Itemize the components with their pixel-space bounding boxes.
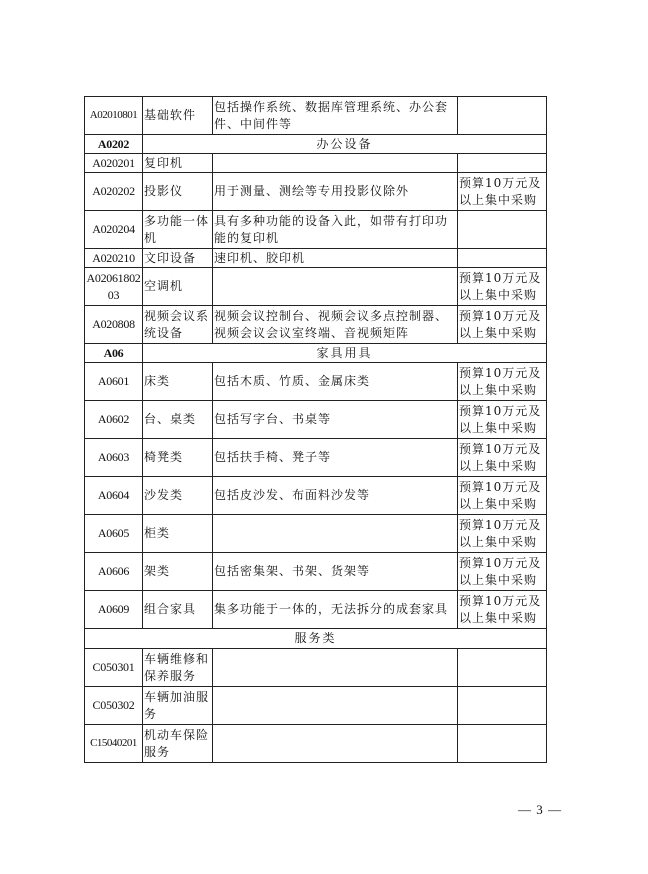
item-code: A0603	[85, 439, 143, 477]
table-row	[85, 97, 547, 135]
table-row	[85, 553, 547, 591]
item-description	[213, 515, 458, 553]
item-description: 具有多种功能的设备入此，如带有打印功能的复印机	[213, 211, 458, 249]
item-code: A0609	[85, 591, 143, 629]
table-row	[85, 649, 547, 687]
item-name: 车辆加油服务	[143, 687, 213, 725]
table-row	[85, 401, 547, 439]
item-note: 预算10万元及以上集中采购	[458, 173, 547, 211]
item-description	[213, 268, 458, 306]
section-code: A0202	[85, 135, 143, 154]
item-code: C15040201	[85, 725, 143, 763]
item-name: 复印机	[143, 154, 213, 173]
item-description	[213, 649, 458, 687]
table-row	[85, 306, 547, 344]
item-name: 机动车保险服务	[143, 725, 213, 763]
item-name: 台、桌类	[143, 401, 213, 439]
item-note	[458, 211, 547, 249]
item-description: 包括密集架、书架、货架等	[213, 553, 458, 591]
page-number: — 3 —	[518, 802, 562, 817]
table-row	[85, 173, 547, 211]
section-row	[85, 344, 547, 363]
table-row	[85, 439, 547, 477]
item-note: 预算10万元及以上集中采购	[458, 363, 547, 401]
item-description	[213, 725, 458, 763]
table-row	[85, 154, 547, 173]
item-code: A0601	[85, 363, 143, 401]
section-title: 服务类	[85, 629, 547, 649]
item-description	[213, 687, 458, 725]
item-name: 视频会议系统设备	[143, 306, 213, 344]
item-note	[458, 649, 547, 687]
item-code: A02010801	[85, 97, 143, 135]
item-code: A0206180203	[85, 268, 143, 306]
table-row	[85, 268, 547, 306]
item-note: 预算10万元及以上集中采购	[458, 591, 547, 629]
item-note	[458, 687, 547, 725]
item-name: 床类	[143, 363, 213, 401]
item-description: 包括扶手椅、凳子等	[213, 439, 458, 477]
item-note: 预算10万元及以上集中采购	[458, 306, 547, 344]
item-name: 车辆维修和保养服务	[143, 649, 213, 687]
item-name: 投影仪	[143, 173, 213, 211]
table-row	[85, 687, 547, 725]
item-code: A0602	[85, 401, 143, 439]
table-row	[85, 249, 547, 268]
table-row	[85, 591, 547, 629]
item-name: 空调机	[143, 268, 213, 306]
item-name: 基础软件	[143, 97, 213, 135]
table-row	[85, 725, 547, 763]
item-code: A020202	[85, 173, 143, 211]
item-code: A020201	[85, 154, 143, 173]
section-row	[85, 135, 547, 154]
procurement-catalog-table	[84, 96, 547, 763]
item-description: 视频会议控制台、视频会议多点控制器、视频会议会议室终端、音视频矩阵	[213, 306, 458, 344]
item-code: A0604	[85, 477, 143, 515]
item-name: 文印设备	[143, 249, 213, 268]
item-name: 组合家具	[143, 591, 213, 629]
item-description: 包括皮沙发、布面料沙发等	[213, 477, 458, 515]
item-code: A020204	[85, 211, 143, 249]
item-code: C050301	[85, 649, 143, 687]
item-name: 架类	[143, 553, 213, 591]
section-code: A06	[85, 344, 143, 363]
item-note	[458, 725, 547, 763]
section-row	[85, 629, 547, 649]
item-note	[458, 154, 547, 173]
item-description	[213, 154, 458, 173]
item-note: 预算10万元及以上集中采购	[458, 439, 547, 477]
table-row	[85, 515, 547, 553]
item-code: C050302	[85, 687, 143, 725]
item-note: 预算10万元及以上集中采购	[458, 515, 547, 553]
item-description: 包括木质、竹质、金属床类	[213, 363, 458, 401]
item-description: 包括写字台、书桌等	[213, 401, 458, 439]
section-title: 办公设备	[143, 135, 547, 154]
item-note: 预算10万元及以上集中采购	[458, 553, 547, 591]
item-name: 柜类	[143, 515, 213, 553]
item-code: A0606	[85, 553, 143, 591]
item-description: 速印机、胶印机	[213, 249, 458, 268]
item-code: A0605	[85, 515, 143, 553]
item-note: 预算10万元及以上集中采购	[458, 401, 547, 439]
item-note: 预算10万元及以上集中采购	[458, 268, 547, 306]
table-row	[85, 477, 547, 515]
item-name: 多功能一体机	[143, 211, 213, 249]
item-code: A020210	[85, 249, 143, 268]
item-code: A020808	[85, 306, 143, 344]
item-note	[458, 97, 547, 135]
item-description: 包括操作系统、数据库管理系统、办公套件、中间件等	[213, 97, 458, 135]
item-name: 沙发类	[143, 477, 213, 515]
item-description: 集多功能于一体的，无法拆分的成套家具	[213, 591, 458, 629]
table-row	[85, 211, 547, 249]
item-note	[458, 249, 547, 268]
item-description: 用于测量、测绘等专用投影仪除外	[213, 173, 458, 211]
item-note: 预算10万元及以上集中采购	[458, 477, 547, 515]
table-row	[85, 363, 547, 401]
section-title: 家具用具	[143, 344, 547, 363]
item-name: 椅凳类	[143, 439, 213, 477]
